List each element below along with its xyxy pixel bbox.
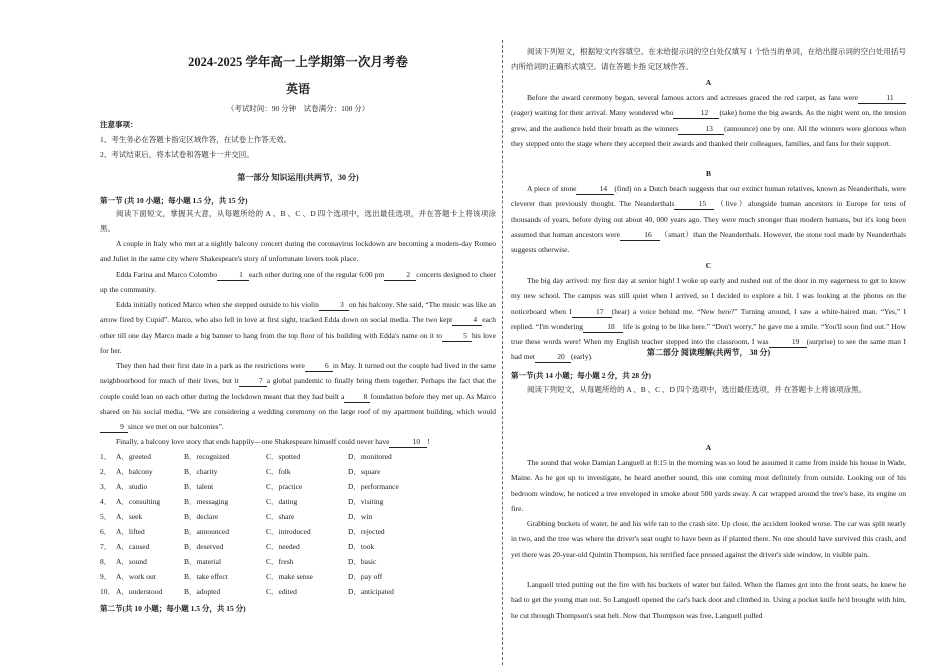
blank[interactable]: 15 — [674, 199, 714, 210]
notes-heading: 注意事项： — [100, 120, 138, 129]
column-divider — [502, 40, 503, 665]
exam-info: （考试时间：90 分钟 试卷满分：100 分） — [226, 104, 370, 113]
option[interactable]: C．fresh — [266, 557, 294, 566]
option[interactable]: C．folk — [266, 467, 291, 476]
option[interactable]: C．introduced — [266, 527, 311, 536]
passage-label: C — [705, 261, 712, 270]
option-row: 4． A．consulting B．messaging C．dating D．visiting — [100, 497, 384, 506]
option[interactable]: D．anticipated — [348, 587, 394, 596]
option[interactable]: D．performance — [348, 482, 399, 491]
option[interactable]: B．adopted — [184, 587, 221, 596]
passage-paragraph: Grabbing buckets of water, he and his wife ran to the crash site. Up close, the accident looked worse. The car was split nearly in two, and the tree was where the driver's seat ought to have been as if planted there. No one should have survived this crash, and yet there was 20-year-old Quintin Thompson, his terrified face pressed against the driver's side window, in visible pain. — [511, 519, 906, 559]
option[interactable]: B．charity — [184, 467, 218, 476]
note-item: 2、考试结束后，将本试卷和答题卡一并交回。 — [100, 150, 254, 159]
option[interactable]: A．consulting — [116, 497, 161, 506]
option[interactable]: B．talent — [184, 482, 214, 491]
option[interactable]: A．seek — [116, 512, 143, 521]
blank[interactable]: 9 — [100, 422, 128, 433]
option[interactable]: C．needed — [266, 542, 300, 551]
passage-paragraph: The sound that woke Damian Languell at 8:15 in the morning was so loud he assumed it came from inside his house in Wade, Maine. As he got up to investigate, he heard another sound, this one coming most definitely from outside. Looking out of his bedroom window, he noticed a tree enveloped in smoke about 500 yards away. A car wrapped around the tree's base, its engine on fire. — [511, 458, 906, 513]
passage-label: A — [705, 78, 712, 87]
option-row: 1． A．greeted B．recognized C．spotted D．monitored — [100, 452, 392, 461]
option[interactable]: D．rejected — [348, 527, 385, 536]
option[interactable]: A．studio — [116, 482, 148, 491]
blank[interactable]: 7 — [239, 376, 267, 387]
option[interactable]: D．square — [348, 467, 381, 476]
blank[interactable]: 5 — [442, 331, 472, 342]
part2-instructions: 阅读下列短文，从每题所给的 A 、B 、C 、D 四个选项中，选出最佳选项，并 在答题卡上将该项涂黑。 — [527, 385, 867, 394]
option[interactable]: C．make sense — [266, 572, 313, 581]
option[interactable]: B．material — [184, 557, 222, 566]
passage-label: A — [705, 443, 712, 452]
option-row: 8． A．sound B．material C．fresh D．basic — [100, 557, 377, 566]
blank[interactable]: 18 — [583, 322, 623, 333]
option-row: 7． A．caused B．deserved C．needed D．took — [100, 542, 375, 551]
blank[interactable]: 3 — [319, 300, 349, 311]
blank[interactable]: 19 — [769, 337, 807, 348]
option[interactable]: A．sound — [116, 557, 147, 566]
option[interactable]: B．declare — [184, 512, 219, 521]
option-row: 9． A．work out B．take effect C．make sense D．pay off — [100, 572, 383, 581]
option[interactable]: A．balcony — [116, 467, 153, 476]
note-item: 1、考生务必在答题卡指定区域作答，在试卷上作答无效。 — [100, 135, 292, 144]
section1-heading: 第一节 (共 10 小题；每小题 1.5 分，共 15 分) — [100, 196, 248, 205]
blank[interactable]: 16 — [620, 230, 660, 241]
passage-label: B — [705, 169, 711, 178]
option[interactable]: C．edited — [266, 587, 297, 596]
option[interactable]: D．basic — [348, 557, 377, 566]
option[interactable]: B．messaging — [184, 497, 229, 506]
blank[interactable]: 6 — [305, 361, 333, 372]
option[interactable]: D．took — [348, 542, 375, 551]
option-row: 6． A．lifted B．announced C．introduced D．rejected — [100, 527, 385, 536]
option[interactable]: A．caused — [116, 542, 150, 551]
part2-heading: 第二部分 阅读理解(共两节， 38 分) — [646, 348, 771, 357]
option[interactable]: C．share — [266, 512, 295, 521]
blank[interactable]: 20 — [535, 352, 571, 363]
option[interactable]: C．dating — [266, 497, 298, 506]
blank[interactable]: 1 — [217, 270, 249, 281]
option[interactable]: A．work out — [116, 572, 156, 581]
blank[interactable]: 14 — [576, 184, 614, 195]
blank[interactable]: 12 — [673, 108, 719, 119]
option[interactable]: D．visiting — [348, 497, 384, 506]
option[interactable]: B．deserved — [184, 542, 224, 551]
option-row: 3． A．studio B．talent C．practice D．performance — [100, 482, 399, 491]
passage-paragraph: Edda Farina and Marco Colombo 1 each other during one of the regular 6:00 pm 2 concerts designed to cheer up the community. — [100, 270, 496, 295]
exam-title: 2024-2025 学年高一上学期第一次月考卷 — [188, 55, 408, 69]
blank[interactable]: 4 — [452, 315, 482, 326]
section1-instructions: 阅读下面短文，掌握其大意，从每题所给的 A 、B 、C 、D 四个选项中，选出最佳选项，并在答题卡上将该项涂黑。 — [100, 209, 496, 234]
passage-paragraph: Languell tried putting out the fire with his buckets of water but failed. When the flames got into the front seats, he knew he had to get the young man out. So Languell opened the car's back door and climbed in. Using a pocket knife he'd brought with him, he cut through Thompson's seat belt. Now that Thompson was free, Languell pulled — [511, 580, 906, 620]
passage-paragraph: A piece of stone 14 (find) on a Dutch beach suggests that our extinct human relatives, known as Neanderthals, were cleverer than previously thought. The Neanderthals 15 （live）alongside human ancestors in Europe for tens of thousands of years, before dying out about 40, 000 years ago. They were much stronger than modern humans, but it's long been assumed that human ancestors were 16 （smart）than the Neanderthals. However, the stone tool made by Neanderthals suggests otherwise. — [511, 184, 906, 255]
passage-paragraph: Finally, a balcony love story that ends happily—one Shakespeare himself could never have 10 ! — [116, 437, 430, 446]
passage-paragraph: Before the award ceremony began, several famous actors and actresses graced the red carpet, as fans were 11(eager) waiting for their arrival. Many wondered who 12 (take) home the big awards. As the night went on, the tension grew, and the audience held their breath as the winners 13 (announce) one by one. All the winners were glorious when they stepped onto the stage where they accepted their awards and thanked their colleagues, families, and fans for their support. — [511, 93, 907, 148]
section2-instructions: 阅读下列短文，根据短文内容填空。在未给提示词的空白处仅填写 1 个恰当的单词，在给出提示词的空白处用括号内所给词的正确形式填空。请在答题卡指 定区域作答。 — [511, 47, 906, 72]
passage-paragraph: Edda initially noticed Marco when she stepped outside to his violin 3 on his balcony. She said, “The music was like an arrow fired by Cupid”. Marco, who also fell in love at first sight, tracked Edda down on social media. The two kept 4 each other till one day Marco made a big banner to hang from the top floor of his building with Edda's name on it to 5 his love for her. — [100, 300, 497, 355]
blank[interactable]: 2 — [384, 270, 416, 281]
option[interactable]: A．lifted — [116, 527, 145, 536]
blank[interactable]: 17 — [572, 307, 612, 318]
blank[interactable]: 8 — [344, 392, 370, 403]
option-row: 10． A．understood B．adopted C．edited D．anticipated — [100, 587, 394, 596]
passage-paragraph: The big day arrived: my first day at senior high! I woke up early and rushed out of the door in my eagerness to get to know my new school. The campus was still quiet when I arrived, so I decided to explore a bit. I was looking at the photos on the noticeboard when I 17 (hear) a voice behind me. “New here?” Turning around, I saw a white-haired man. “Yes,” I replied. “I'm wondering 18 life is going to be like here.” “Don't worry,” he gave me a smile. “You'll soon find out.” How true these words were! When my English teacher stepped into the classroom, I was 19 (surprise) to see the same man I had met 20 (early). — [511, 276, 906, 362]
part1-heading: 第一部分 知识运用(共两节，30 分) — [237, 173, 359, 182]
option[interactable]: D．monitored — [348, 452, 392, 461]
option-row: 2． A．balcony B．charity C．folk D．square — [100, 467, 381, 476]
option[interactable]: A．understood — [116, 587, 163, 596]
option[interactable]: B．take effect — [184, 572, 228, 581]
subject-title: 英语 — [285, 82, 310, 96]
option[interactable]: C．practice — [266, 482, 303, 491]
passage-paragraph: They then had their first date in a park as the restrictions were 6 in May. It turned out the couple had lived in the same neighbourhood for much of their lives, but it 7 a global pandemic to finally bring them together. Perhaps the fact that the couple could lean on each other during the lockdown meant that they had built a 8 foundation before they met up. As Marco shared on his social media, “We are considering a wedding ceremony on the large roof of my apartment building, which would9 since we met on our balconies”. — [100, 361, 496, 432]
option[interactable]: B．recognized — [184, 452, 230, 461]
option-row: 5． A．seek B．declare C．share D．win — [100, 512, 373, 521]
section2-heading: 第二节(共 10 小题；每小题 1.5 分，共 15 分) — [100, 604, 246, 613]
blank[interactable]: 13 — [678, 124, 724, 135]
passage-paragraph: A couple in Italy who met at a nightly balcony concert during the coronavirus lockdown are becoming a modern-day Romeo and Juliet in the same city where Shakespeare's story of unfortunate lovers took place. — [100, 239, 496, 264]
option[interactable]: D．pay off — [348, 572, 383, 581]
blank[interactable]: 11 — [858, 93, 906, 104]
blank[interactable]: 10 — [389, 437, 427, 448]
option[interactable]: A．greeted — [116, 452, 151, 461]
option[interactable]: D．win — [348, 512, 373, 521]
option[interactable]: C．spotted — [266, 452, 301, 461]
option[interactable]: B．announced — [184, 527, 229, 536]
part2-section1-heading: 第一节(共 14 小题；每小题 2 分，共 28 分) — [511, 371, 651, 380]
